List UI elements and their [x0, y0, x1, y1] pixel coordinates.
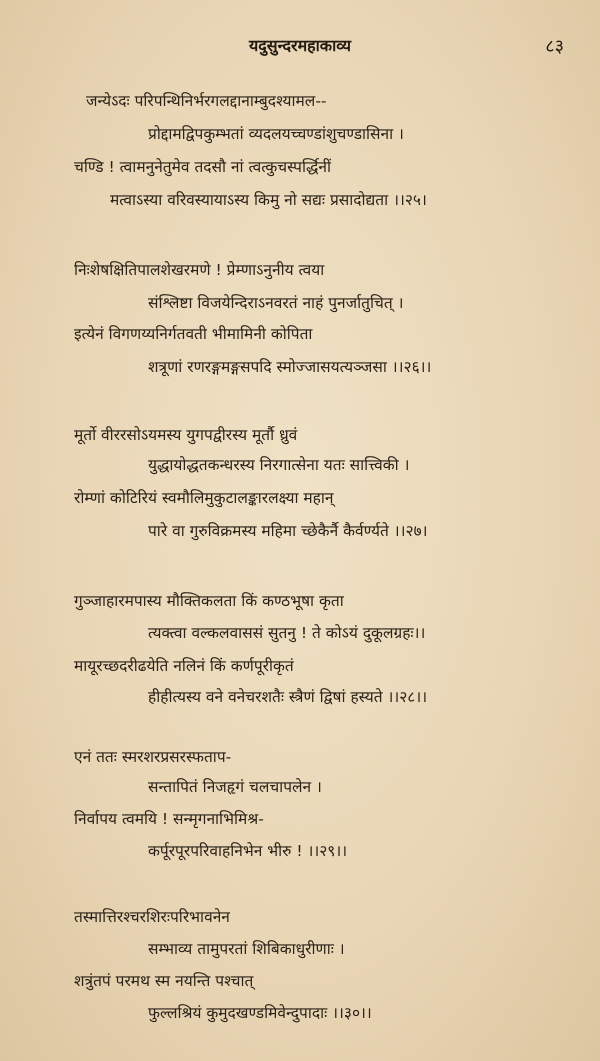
- verse-line: इत्येनं विगणय्यनिर्गतवती भीमामिनी कोपिता: [74, 325, 313, 343]
- verse-line: कर्पूरपूरपरिवाहनिभेन भीरु ! ।।२९।।: [148, 842, 348, 860]
- verse-line: प्रोद्दामद्विपकुम्भतां व्यदलयच्चण्डांशुचण्डासिना ।: [148, 125, 404, 143]
- verse-line: सन्तापितं निजहृगं चलचापलेन ।: [148, 778, 322, 796]
- page-header: [0, 34, 600, 58]
- running-title: यदुसुन्दरमहाकाव्य: [249, 36, 351, 55]
- verse-line: मायूरच्छदरीढयेति नलिनं किं कर्णपूरीकृतं: [74, 657, 294, 675]
- verse-line: निःशेषक्षितिपालशेखरमणे ! प्रेम्णाऽनुनीय त्वया: [74, 261, 325, 279]
- verse-line: रोम्णां कोटिरियं स्वमौलिमुकुटालङ्कारलक्ष्या महान्: [74, 489, 334, 507]
- page-number: ८३: [545, 36, 564, 57]
- verse-line: पारे वा गुरुविक्रमस्य महिमा च्छेकैर्नै कैर्वर्ण्यते ।।२७।: [148, 522, 428, 540]
- verse-line: मत्वाऽस्या वरिवस्यायाऽस्य किमु नो सद्यः प्रसादोद्यता ।।२५।: [110, 191, 427, 209]
- verse-line: चण्डि ! त्वामनुनेतुमेव तदसौ नां त्वत्कुचस्पर्द्धिनीं: [74, 158, 331, 176]
- verse-line: निर्वापय त्वमयि ! सन्मृगनाभिमिश्र-: [74, 810, 264, 828]
- verse-line: हीहीत्यस्य वने वनेचरशतैः स्त्रैणं द्विषां हस्यते ।।२८।।: [148, 688, 428, 706]
- verse-line: सम्भाव्य तामुपरतां शिबिकाधुरीणाः ।: [148, 940, 345, 958]
- verse-line: मूर्तो वीररसोऽयमस्य युगपद्वीरस्य मूर्तौ ध्रुवं: [74, 426, 298, 444]
- verse-line: गुञ्जाहारमपास्य मौक्तिकलता किं कण्ठभूषा कृता: [74, 592, 344, 610]
- verse-line: शत्रूणां रणरङ्गमङ्गसपदि स्मोज्जासयत्यञ्जसा ।।२६।।: [148, 358, 432, 376]
- verse-line: जन्येऽदः परिपन्थिनिर्भरगलद्दानाम्बुदश्यामल--: [86, 92, 327, 110]
- verse-line: फुल्लश्रियं कुमुदखण्डमिवेन्दुपादाः ।।३०।।: [148, 1004, 372, 1022]
- verse-line: युद्धायोद्धतकन्धरस्य निरगात्सेना यतः सात्त्विकी ।: [148, 456, 410, 474]
- verse-line: शत्रुंतपं परमथ स्म नयन्ति पश्चात्: [74, 972, 254, 990]
- verse-line: तस्मात्तिरश्चरशिरःपरिभावनेन: [74, 908, 230, 926]
- verse-line: एनं ततः स्मरशरप्रसरस्फताप-: [74, 748, 232, 766]
- verse-line: संश्लिष्टा विजयेन्दिराऽनवरतं नाहं पुनर्जातुचित् ।: [148, 294, 404, 312]
- verse-line: त्यक्त्वा वल्कलवाससं सुतनु ! ते कोऽयं दुकूलग्रहः।।: [148, 624, 426, 642]
